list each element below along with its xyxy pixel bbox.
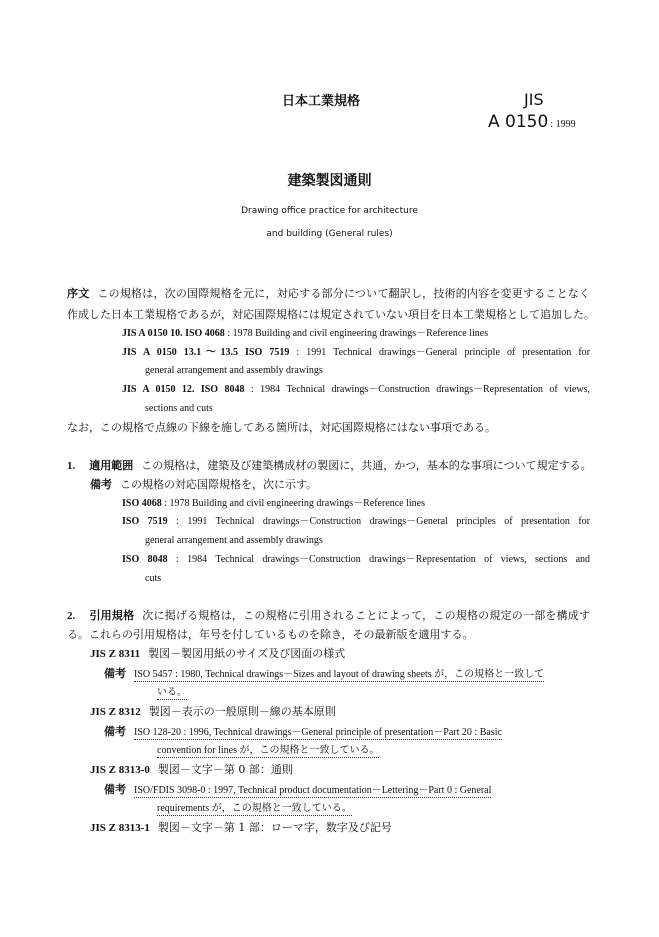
preface-note: なお，この規格で点線の下線を施してある箇所は，対応国際規格にはない事項である。 bbox=[67, 421, 496, 434]
section1-heading-line bbox=[67, 459, 592, 473]
ref-standard-id: JIS Z 8311 bbox=[90, 648, 141, 660]
preface-ref bbox=[122, 346, 590, 359]
ref-standard-title: 製図－製図用紙のサイズ及び図面の様式 bbox=[148, 647, 346, 660]
section2-heading-line bbox=[67, 609, 590, 623]
preface-ref-text: : 1984 Technical drawings－Construction drawings－Representation of views, bbox=[250, 384, 590, 395]
section1-remark bbox=[90, 478, 317, 492]
ref-remark-cont bbox=[157, 686, 187, 699]
preface-ref bbox=[122, 383, 590, 396]
section1-ref-text: : 1978 Building and civil engineering drawings－Reference lines bbox=[164, 498, 426, 509]
preface-ref-cont: general arrangement and assembly drawings bbox=[145, 365, 323, 376]
section2-number: 2. bbox=[67, 610, 76, 622]
ref-remark-label: 備考 bbox=[104, 783, 126, 796]
preface-line1 bbox=[67, 287, 590, 301]
section1-number: 1. bbox=[67, 460, 76, 472]
ref-standard-id: JIS Z 8313-0 bbox=[90, 764, 150, 776]
ref-standard-entry bbox=[90, 821, 392, 835]
preface-ref-text: : 1978 Building and civil engineering drawings－Reference lines bbox=[227, 328, 489, 339]
document-title-en-line2: and building (General rules) bbox=[266, 229, 393, 239]
jis-label: JIS bbox=[524, 90, 544, 109]
preface-ref-id: JIS A 0150 12. ISO 8048 bbox=[122, 384, 245, 395]
ref-standard-title: 製図－文字－第 0 部：通則 bbox=[157, 763, 293, 776]
ref-remark-label: 備考 bbox=[104, 667, 126, 680]
section1-ref-text: : 1991 Technical drawings－Construction drawings－General principles of presentation for bbox=[176, 516, 590, 527]
ref-remark-line1: ISO/FDIS 3098-0 : 1997, Technical product documentation－Lettering－Part 0 : General bbox=[134, 785, 492, 796]
ref-standard-entry bbox=[90, 705, 336, 719]
section2-text-line1: 次に掲げる規格は，この規格に引用されることによって，この規格の規定の一部を構成す bbox=[142, 609, 591, 622]
section1-ref bbox=[122, 497, 425, 510]
section1-ref-cont: general arrangement and assembly drawings bbox=[145, 535, 323, 546]
ref-standard-title: 製図－文字－第 1 部：ローマ字，数字及び記号 bbox=[157, 821, 392, 834]
ref-remark-label: 備考 bbox=[104, 725, 126, 738]
ref-standard-entry bbox=[90, 647, 345, 661]
section1-ref-id: ISO 8048 bbox=[122, 554, 168, 565]
document-title-ja: 建築製図通則 bbox=[287, 173, 372, 189]
ref-remark-line1: ISO 128-20 : 1996, Technical drawings－General principle of presentation－Part 20 : Basic bbox=[134, 727, 502, 738]
document-title-en-line1: Drawing office practice for architecture bbox=[241, 206, 418, 216]
ref-standard-id: JIS Z 8312 bbox=[90, 706, 141, 718]
section1-text: この規格は，建築及び建築構成材の製図に，共通，かつ，基本的な事項について規定する。 bbox=[141, 459, 592, 472]
preface-ref bbox=[122, 327, 488, 340]
ref-remark-cont bbox=[157, 744, 379, 757]
section1-heading: 適用範囲 bbox=[89, 459, 134, 472]
ref-remark-line1: ISO 5457 : 1980, Technical drawings－Sizes and layout of drawing sheets が，この規格と一致して bbox=[134, 669, 545, 680]
ref-standard-id: JIS Z 8313-1 bbox=[90, 822, 150, 834]
preface-ref-text: : 1991 Technical drawings－General principle of presentation for bbox=[296, 347, 590, 358]
ref-standard-entry bbox=[90, 763, 293, 777]
standard-number: A 0150 bbox=[488, 112, 549, 132]
ref-standard-title: 製図－表示の一般原則－線の基本原則 bbox=[148, 705, 336, 718]
ref-remark bbox=[104, 783, 491, 797]
ref-remark bbox=[104, 725, 502, 739]
section1-ref bbox=[122, 553, 590, 566]
ref-remark bbox=[104, 667, 544, 681]
section1-ref-id: ISO 7519 bbox=[122, 516, 168, 527]
ref-remark-line2: requirements が，この規格と一致している。 bbox=[157, 803, 352, 814]
ref-remark-line2: convention for lines が，この規格と一致している。 bbox=[157, 745, 380, 756]
section1-ref bbox=[122, 515, 590, 528]
ref-remark-cont bbox=[157, 802, 352, 815]
section1-ref-cont: cuts bbox=[145, 573, 162, 584]
section1-remark-text: この規格の対応国際規格を，次に示す。 bbox=[120, 478, 318, 491]
standard-title: 日本工業規格 bbox=[282, 94, 361, 109]
section2-text-line2: る。これらの引用規格は，年号を付しているものを除き，その最新版を適用する。 bbox=[67, 628, 474, 641]
standard-year: : 1999 bbox=[550, 119, 576, 130]
section1-remark-label: 備考 bbox=[90, 478, 112, 491]
preface-ref-cont: sections and cuts bbox=[145, 403, 213, 414]
preface-text-line1: この規格は，次の国際規格を元に，対応する部分について翻訳し，技術的内容を変更することなく bbox=[97, 287, 591, 300]
ref-remark-line2: いる。 bbox=[157, 687, 187, 698]
standard-number-block bbox=[488, 112, 576, 132]
preface-ref-id: JIS A 0150 10. ISO 4068 bbox=[122, 328, 225, 339]
section2-heading: 引用規格 bbox=[89, 609, 135, 622]
preface-label: 序文 bbox=[67, 287, 90, 300]
preface-ref-id: JIS A 0150 13.1～13.5 ISO 7519 bbox=[122, 347, 290, 358]
preface-line2: 作成した日本工業規格であるが，対応国際規格には規定されていない項目を日本工業規格として追加した。 bbox=[67, 308, 595, 321]
section1-ref-text: : 1984 Technical drawings－Construction drawings－Representation of views, sections and bbox=[175, 554, 591, 565]
section1-ref-id: ISO 4068 bbox=[122, 498, 162, 509]
